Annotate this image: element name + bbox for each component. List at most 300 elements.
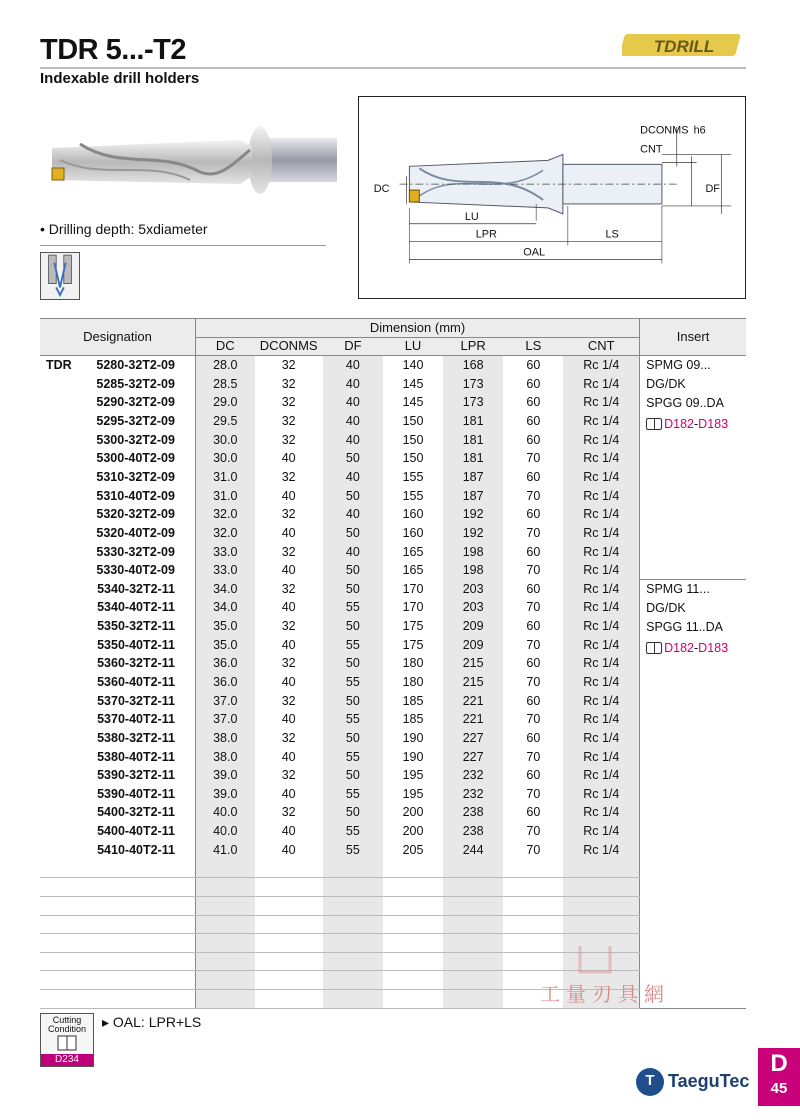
designation-code: 5340-40T2-11 [97, 600, 175, 615]
cell-lpr: 232 [443, 766, 503, 785]
cell-lpr: 215 [443, 654, 503, 673]
cell-dconms: 40 [281, 637, 296, 652]
blank-cell [40, 934, 195, 953]
cell-dc: 36.0 [195, 673, 254, 692]
cell-dc: 29.0 [195, 393, 254, 412]
designation-cell [40, 598, 195, 617]
designation-cell [40, 729, 195, 748]
blank-cell [563, 859, 639, 878]
cell-lpr: 227 [443, 729, 503, 748]
designation-code: 5410-40T2-11 [97, 842, 175, 857]
cell-cnt: Rc 1/4 [563, 747, 639, 766]
dimension-diagram [358, 96, 746, 299]
blank-cell [383, 915, 443, 934]
cell-dconms: 32 [281, 805, 296, 820]
cell-lu: 145 [402, 376, 424, 391]
cell-lu: 185 [402, 712, 424, 727]
cell-dconms: 40 [281, 451, 296, 466]
blank-cell [323, 896, 383, 915]
cell-cnt: Rc 1/4 [563, 412, 639, 431]
blank-cell [443, 896, 503, 915]
cell-lu: 200 [402, 824, 424, 839]
blank-cell [40, 878, 195, 897]
blank-cell [255, 915, 323, 934]
designation-code: 5390-32T2-11 [97, 768, 175, 783]
blank-cell [255, 971, 323, 990]
column-header-dconms: DCONMS [255, 337, 323, 356]
cell-cnt: Rc 1/4 [563, 766, 639, 785]
cell-dc: 32.0 [195, 505, 254, 524]
designation-cell [40, 468, 195, 487]
blank-cell [443, 990, 503, 1009]
insert-page-ref[interactable] [646, 637, 746, 659]
cell-dc: 33.0 [195, 542, 254, 561]
cell-cnt: Rc 1/4 [563, 486, 639, 505]
ref-end: D183 [698, 417, 729, 432]
cell-ls: 70 [526, 637, 541, 652]
designation-cell [40, 542, 195, 561]
cell-ls: 70 [526, 451, 541, 466]
cell-df: 55 [323, 598, 383, 617]
cell-lpr: 168 [443, 356, 503, 375]
designation-cell [40, 374, 195, 393]
blank-cell [563, 915, 639, 934]
cell-lpr: 238 [443, 822, 503, 841]
cell-lpr: 187 [443, 468, 503, 487]
blank-cell [383, 859, 443, 878]
cell-ls: 70 [526, 786, 541, 801]
cell-dconms: 40 [281, 824, 296, 839]
designation-cell [40, 356, 195, 375]
cell-lpr: 192 [443, 505, 503, 524]
cell-dc: 30.0 [195, 430, 254, 449]
cell-df: 40 [323, 542, 383, 561]
cell-ls: 70 [526, 563, 541, 578]
designation-code: 5320-40T2-09 [96, 525, 175, 540]
designation-cell [40, 803, 195, 822]
cell-df: 50 [323, 729, 383, 748]
insert-group [640, 356, 746, 580]
cell-dconms: 40 [281, 786, 296, 801]
cell-ls: 70 [526, 674, 541, 689]
designation-cell [40, 840, 195, 859]
blank-cell [40, 990, 195, 1009]
cell-df: 55 [323, 747, 383, 766]
cell-df: 50 [323, 561, 383, 580]
cell-df: 40 [323, 412, 383, 431]
blank-cell [383, 896, 443, 915]
designation-cell [40, 524, 195, 543]
blank-cell [383, 952, 443, 971]
column-header-df: DF [323, 337, 383, 356]
blank-row [40, 878, 746, 897]
cell-lu: 170 [402, 581, 424, 596]
cell-lpr: 198 [443, 542, 503, 561]
designation-cell [40, 747, 195, 766]
blank-cell [640, 915, 746, 934]
cell-lpr: 238 [443, 803, 503, 822]
cell-dconms: 40 [281, 563, 296, 578]
designation-code: 5280-32T2-09 [96, 358, 175, 373]
cell-df: 40 [323, 356, 383, 375]
label-dconms-tol: h6 [693, 124, 706, 137]
cell-df: 50 [323, 654, 383, 673]
cell-dc: 37.0 [195, 691, 254, 710]
cell-ls: 60 [526, 395, 541, 410]
designation-code: 5340-32T2-11 [97, 581, 175, 596]
cell-lpr: 209 [443, 635, 503, 654]
cell-cnt: Rc 1/4 [563, 374, 639, 393]
cell-dconms: 40 [281, 674, 296, 689]
cell-lu: 180 [402, 674, 424, 689]
blank-cell [640, 896, 746, 915]
cell-ls: 60 [526, 619, 541, 634]
designation-cell [40, 579, 195, 598]
designation-code: 5370-32T2-11 [97, 693, 175, 708]
cell-dc: 30.0 [195, 449, 254, 468]
cell-cnt: Rc 1/4 [563, 449, 639, 468]
section-tab [758, 1048, 800, 1106]
cell-dc: 39.0 [195, 785, 254, 804]
designation-cell [40, 785, 195, 804]
blank-cell [503, 878, 563, 897]
cell-df: 50 [323, 579, 383, 598]
internal-coolant-icon [40, 252, 80, 300]
blank-cell [383, 990, 443, 1009]
cell-dconms: 40 [281, 525, 296, 540]
tdrill-logo [622, 30, 746, 60]
cell-lpr: 192 [443, 524, 503, 543]
cell-ls: 60 [526, 376, 541, 391]
blank-cell [195, 934, 254, 953]
cell-lu: 190 [402, 749, 424, 764]
designation-code: 5300-40T2-09 [96, 451, 175, 466]
cell-lpr: 173 [443, 374, 503, 393]
label-ls: LS [605, 228, 619, 241]
ref-start: D182 [664, 417, 694, 432]
blank-cell [255, 990, 323, 1009]
cell-dc: 28.5 [195, 374, 254, 393]
cell-cnt: Rc 1/4 [563, 561, 639, 580]
drilling-depth-note: • Drilling depth: 5xdiameter [40, 221, 208, 237]
cell-lu: 170 [402, 600, 424, 615]
blank-cell [563, 878, 639, 897]
designation-code: 5400-32T2-11 [97, 805, 175, 820]
insert-page-ref[interactable] [646, 413, 746, 435]
dimension-header: Dimension (mm) [195, 319, 639, 338]
table-row [40, 579, 746, 598]
label-lpr: LPR [475, 228, 497, 241]
blank-cell [503, 896, 563, 915]
blank-cell [443, 952, 503, 971]
cell-dc: 31.0 [195, 468, 254, 487]
designation-code: 5360-40T2-11 [97, 674, 175, 689]
designation-cell [40, 561, 195, 580]
label-dconms: DCONMS [640, 124, 689, 137]
designation-code: 5330-32T2-09 [96, 544, 175, 559]
cell-lpr: 221 [443, 691, 503, 710]
cell-dc: 35.0 [195, 635, 254, 654]
cell-dconms: 32 [281, 414, 296, 429]
cell-dc: 32.0 [195, 524, 254, 543]
cell-cnt: Rc 1/4 [563, 598, 639, 617]
label-cnt: CNT [640, 143, 663, 156]
cell-lpr: 203 [443, 598, 503, 617]
cell-dc: 33.0 [195, 561, 254, 580]
ref-separator: - [694, 417, 699, 432]
blank-cell [40, 952, 195, 971]
blank-cell [443, 859, 503, 878]
cell-lpr: 232 [443, 785, 503, 804]
cutting-condition-label: Cutting Condition [47, 1015, 87, 1034]
insert-line: SPMG 11... [646, 581, 710, 596]
cell-lu: 195 [402, 768, 424, 783]
cell-dc: 34.0 [195, 579, 254, 598]
blank-cell [323, 878, 383, 897]
blank-cell [383, 878, 443, 897]
cell-cnt: Rc 1/4 [563, 691, 639, 710]
cell-cnt: Rc 1/4 [563, 729, 639, 748]
cell-dconms: 40 [281, 600, 296, 615]
spec-table [40, 318, 746, 1009]
cell-cnt: Rc 1/4 [563, 430, 639, 449]
cell-dc: 37.0 [195, 710, 254, 729]
depth-divider [40, 245, 326, 246]
cell-dc: 31.0 [195, 486, 254, 505]
cell-dc: 38.0 [195, 747, 254, 766]
cell-dconms: 32 [281, 395, 296, 410]
insert-line: SPMG 09... [646, 358, 711, 373]
ref-separator: - [694, 640, 699, 655]
designation-cell [40, 766, 195, 785]
oal-note: ▸ OAL: LPR+LS [102, 1014, 202, 1030]
cell-cnt: Rc 1/4 [563, 673, 639, 692]
column-header-lpr: LPR [443, 337, 503, 356]
designation-code: 5350-32T2-11 [97, 619, 175, 634]
designation-code: 5310-32T2-09 [96, 469, 175, 484]
cell-df: 40 [323, 374, 383, 393]
cell-cnt: Rc 1/4 [563, 785, 639, 804]
cell-dc: 39.0 [195, 766, 254, 785]
cell-cnt: Rc 1/4 [563, 617, 639, 636]
cell-dc: 41.0 [195, 840, 254, 859]
cell-lu: 150 [402, 451, 424, 466]
cell-df: 50 [323, 486, 383, 505]
cell-ls: 70 [526, 749, 541, 764]
designation-code: 5380-40T2-11 [97, 749, 175, 764]
blank-cell [195, 915, 254, 934]
cell-cnt: Rc 1/4 [563, 505, 639, 524]
page-title: TDR 5...-T2 [40, 34, 186, 66]
brand-name: TaeguTec [668, 1071, 750, 1091]
cell-lu: 185 [402, 693, 424, 708]
cell-lpr: 181 [443, 430, 503, 449]
ref-start: D182 [664, 640, 694, 655]
cutting-condition-link[interactable] [40, 1013, 94, 1067]
cell-df: 55 [323, 840, 383, 859]
blank-cell [40, 896, 195, 915]
cell-dc: 34.0 [195, 598, 254, 617]
cell-ls: 60 [526, 805, 541, 820]
blank-cell [323, 952, 383, 971]
cell-df: 50 [323, 766, 383, 785]
cutting-condition-ref: D234 [41, 1054, 93, 1066]
designation-cell [40, 486, 195, 505]
designation-code: 5320-32T2-09 [96, 507, 175, 522]
blank-cell [640, 859, 746, 878]
blank-cell [255, 952, 323, 971]
cell-lu: 155 [402, 488, 424, 503]
cell-lpr: 181 [443, 412, 503, 431]
cell-dconms: 40 [281, 488, 296, 503]
blank-cell [383, 971, 443, 990]
cell-ls: 60 [526, 581, 541, 596]
cell-dc: 35.0 [195, 617, 254, 636]
blank-cell [503, 859, 563, 878]
blank-cell [195, 896, 254, 915]
cell-df: 50 [323, 524, 383, 543]
cell-cnt: Rc 1/4 [563, 710, 639, 729]
blank-cell [195, 971, 254, 990]
designation-code: 5295-32T2-09 [96, 414, 175, 429]
cell-dconms: 32 [281, 544, 296, 559]
cell-dconms: 32 [281, 432, 296, 447]
cell-dconms: 32 [281, 768, 296, 783]
drill-holder-photo [40, 110, 340, 220]
column-header-dc: DC [195, 337, 254, 356]
blank-cell [323, 915, 383, 934]
blank-cell [323, 990, 383, 1009]
cell-ls: 60 [526, 656, 541, 671]
cell-lpr: 203 [443, 579, 503, 598]
cell-cnt: Rc 1/4 [563, 468, 639, 487]
cell-dc: 29.5 [195, 412, 254, 431]
cell-cnt: Rc 1/4 [563, 356, 639, 375]
cell-lu: 165 [402, 544, 424, 559]
column-header-ls: LS [503, 337, 563, 356]
cell-ls: 60 [526, 432, 541, 447]
blank-cell [640, 878, 746, 897]
blank-cell [383, 934, 443, 953]
cell-df: 40 [323, 505, 383, 524]
label-dc: DC [373, 183, 390, 196]
label-df: DF [705, 183, 720, 196]
cell-ls: 60 [526, 544, 541, 559]
cell-dconms: 32 [281, 619, 296, 634]
blank-cell [503, 915, 563, 934]
blank-cell [195, 990, 254, 1009]
cell-ls: 70 [526, 600, 541, 615]
blank-cell [255, 896, 323, 915]
cell-df: 55 [323, 673, 383, 692]
watermark-text: 工量刃具網 [540, 982, 670, 1006]
label-oal: OAL [523, 246, 546, 259]
cell-ls: 60 [526, 730, 541, 745]
cell-lu: 160 [402, 507, 424, 522]
designation-code: 5360-32T2-11 [97, 656, 175, 671]
designation-code: 5350-40T2-11 [97, 637, 175, 652]
logo-text: TDRILL [653, 37, 715, 56]
cell-lu: 180 [402, 656, 424, 671]
designation-code: 5380-32T2-11 [97, 730, 175, 745]
cell-lu: 190 [402, 730, 424, 745]
designation-cell [40, 617, 195, 636]
insert-line: SPGG 09..DA [646, 396, 724, 411]
brand-logo-icon: T [636, 1068, 664, 1096]
cell-lu: 175 [402, 637, 424, 652]
book-icon [646, 642, 662, 654]
designation-cell [40, 822, 195, 841]
cell-lu: 140 [402, 358, 424, 373]
cell-dconms: 32 [281, 730, 296, 745]
designation-cell [40, 412, 195, 431]
cell-dc: 38.0 [195, 729, 254, 748]
designation-code: 5290-32T2-09 [96, 395, 175, 410]
cell-ls: 70 [526, 712, 541, 727]
blank-cell [563, 896, 639, 915]
cell-lu: 145 [402, 395, 424, 410]
blank-cell [40, 859, 195, 878]
cell-cnt: Rc 1/4 [563, 840, 639, 859]
cell-cnt: Rc 1/4 [563, 803, 639, 822]
cell-dc: 36.0 [195, 654, 254, 673]
cell-lu: 195 [402, 786, 424, 801]
cell-ls: 70 [526, 488, 541, 503]
cell-lpr: 215 [443, 673, 503, 692]
cell-ls: 70 [526, 824, 541, 839]
blank-cell [503, 952, 563, 971]
insert-group [640, 579, 746, 859]
label-lu: LU [464, 210, 479, 223]
blank-cell [443, 971, 503, 990]
designation-cell [40, 635, 195, 654]
page-subtitle: Indexable drill holders [40, 70, 200, 87]
blank-cell [255, 934, 323, 953]
blank-row [40, 915, 746, 934]
cell-df: 50 [323, 449, 383, 468]
blank-cell [195, 859, 254, 878]
cell-df: 50 [323, 617, 383, 636]
cell-cnt: Rc 1/4 [563, 822, 639, 841]
designation-cell [40, 654, 195, 673]
blank-cell [255, 878, 323, 897]
blank-cell [195, 952, 254, 971]
cell-ls: 60 [526, 507, 541, 522]
cell-cnt: Rc 1/4 [563, 654, 639, 673]
blank-cell [503, 934, 563, 953]
designation-code: 5390-40T2-11 [97, 786, 175, 801]
designation-cell [40, 505, 195, 524]
cell-df: 55 [323, 635, 383, 654]
cell-lu: 200 [402, 805, 424, 820]
blank-cell [323, 971, 383, 990]
designation-cell [40, 710, 195, 729]
cell-lpr: 173 [443, 393, 503, 412]
column-header-cnt: CNT [563, 337, 639, 356]
cell-lu: 160 [402, 525, 424, 540]
blank-cell [40, 971, 195, 990]
cell-lu: 175 [402, 619, 424, 634]
designation-code: 5310-40T2-09 [96, 488, 175, 503]
insert-header: Insert [640, 319, 746, 356]
designation-header: Designation [40, 319, 195, 356]
cell-lu: 165 [402, 563, 424, 578]
cell-dconms: 32 [281, 358, 296, 373]
cell-cnt: Rc 1/4 [563, 393, 639, 412]
designation-cell [40, 691, 195, 710]
cell-lpr: 187 [443, 486, 503, 505]
cell-dconms: 32 [281, 507, 296, 522]
